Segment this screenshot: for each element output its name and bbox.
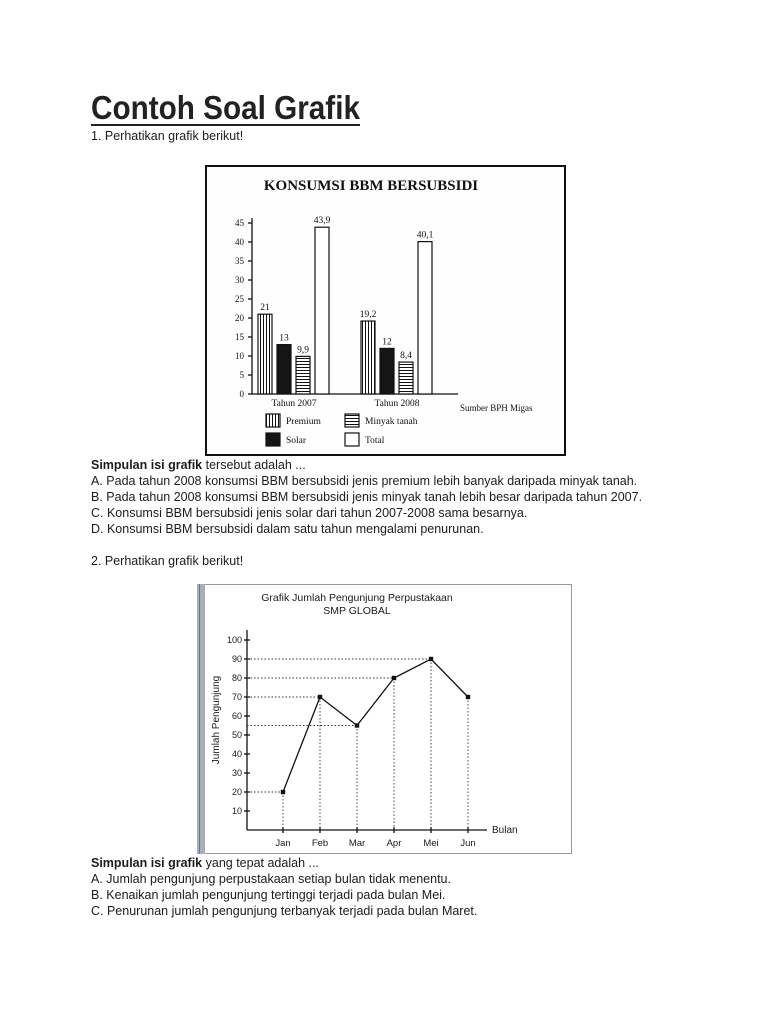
chart1-bar-minyak-tanah-tahun-2007 <box>296 356 310 394</box>
chart2-point-jan <box>281 790 285 794</box>
chart1-legend-swatch-total <box>345 433 359 446</box>
chart2-point-mar <box>355 723 359 727</box>
chart1-bar-total-tahun-2008 <box>418 242 432 394</box>
chart1-y-tick-label: 20 <box>235 313 244 323</box>
chart1-data-label: 21 <box>260 303 270 314</box>
chart1-y-tick-label: 15 <box>235 332 244 342</box>
chart1-data-label: 8,4 <box>400 351 412 362</box>
chart1-y-tick-label: 30 <box>235 275 244 285</box>
chart2-y-tick-label: 70 <box>231 692 242 703</box>
chart2-point-mei <box>429 657 433 661</box>
chart2-point-apr <box>392 676 396 680</box>
chart2-frame <box>198 585 572 854</box>
chart1-legend-swatch-premium <box>266 414 280 427</box>
chart2-x-tick-label: Apr <box>386 838 402 849</box>
chart1-legend-label: Solar <box>286 436 307 446</box>
question-2-stem-text: yang tepat adalah ... <box>205 856 319 870</box>
question-1-prompt: 1. Perhatikan grafik berikut! <box>91 129 244 143</box>
chart1-legend-label: Premium <box>286 417 321 427</box>
question-2-body <box>91 855 477 919</box>
chart1-data-label: 43,9 <box>313 216 331 227</box>
question-1-option-d: D. Konsumsi BBM bersubsidi dalam satu tahun mengalami penurunan. <box>91 522 484 536</box>
chart1-bar-total-tahun-2007 <box>315 227 329 394</box>
chart2-y-tick-label: 20 <box>231 787 242 798</box>
chart2-y-tick-label: 90 <box>231 654 242 665</box>
chart2-y-axis-label: Jumlah Pengunjung <box>211 675 222 765</box>
chart2-title: Grafik Jumlah Pengunjung Perpustakaan <box>261 592 453 604</box>
question-1-stem-bold: Simpulan isi grafik <box>91 458 203 472</box>
chart1-y-tick-label: 0 <box>239 389 244 399</box>
chart1-y-tick-label: 35 <box>235 256 244 266</box>
chart2-y-tick-label: 10 <box>231 806 242 817</box>
chart1-y-tick-label: 25 <box>235 294 244 304</box>
chart2-y-tick-label: 60 <box>231 711 242 722</box>
chart2-x-tick-label: Jan <box>275 838 291 849</box>
chart1-bar-premium-tahun-2008 <box>361 321 375 394</box>
chart1-data-label: 19,2 <box>359 310 377 321</box>
question-1-body <box>91 457 642 537</box>
chart1-title: KONSUMSI BBM BERSUBSIDI <box>263 178 479 194</box>
chart1-y-tick-label: 45 <box>235 218 244 228</box>
question-1-option-b: B. Pada tahun 2008 konsumsi BBM bersubsidi jenis minyak tanah lebih besar daripada tahun 2007. <box>91 490 643 504</box>
chart1-bar-solar-tahun-2007 <box>277 345 291 394</box>
chart1-data-label: 40,1 <box>416 230 434 241</box>
chart1-legend-swatch-solar <box>266 433 280 446</box>
chart1-legend-label: Total <box>365 436 385 446</box>
question-2-stem-bold: Simpulan isi grafik <box>91 856 203 870</box>
question-2-stem <box>91 855 477 871</box>
chart1-category-label: Tahun 2008 <box>374 399 420 409</box>
chart2-x-tick-label: Feb <box>311 838 329 849</box>
chart2-y-tick-label: 50 <box>231 730 242 741</box>
chart1-bar-solar-tahun-2008 <box>380 348 394 394</box>
chart1-bar-premium-tahun-2007 <box>258 314 272 394</box>
chart2-x-tick-label: Jun <box>460 838 476 849</box>
chart2-x-tick-label: Mar <box>348 838 366 849</box>
chart2-y-tick-label: 100 <box>226 635 242 646</box>
chart1-data-label: 13 <box>279 333 289 344</box>
question-1-stem-text: tersebut adalah ... <box>205 458 306 472</box>
chart-2-library-visitors <box>197 584 572 854</box>
page-title: Contoh Soal Grafik <box>91 89 360 126</box>
question-1-option-a: A. Pada tahun 2008 konsumsi BBM bersubsidi jenis premium lebih banyak daripada minyak tanah. <box>91 474 638 488</box>
question-1-stem <box>91 457 642 473</box>
chart2-y-tick-label: 80 <box>231 673 242 684</box>
chart1-bar-minyak-tanah-tahun-2008 <box>399 362 413 394</box>
chart1-category-label: Tahun 2007 <box>271 399 317 409</box>
chart2-y-tick-label: 40 <box>231 749 242 760</box>
chart1-y-tick-label: 40 <box>235 237 244 247</box>
chart2-x-axis-label: Bulan <box>492 825 518 836</box>
chart2-x-tick-label: Mei <box>423 838 439 849</box>
chart2-frame-edge <box>197 584 205 854</box>
chart1-source: Sumber BPH Migas <box>460 403 533 413</box>
question-2-prompt: 2. Perhatikan grafik berikut! <box>91 554 244 568</box>
chart1-y-tick-label: 10 <box>235 351 244 361</box>
chart1-data-label: 9,9 <box>297 345 309 356</box>
question-2-option-a: A. Jumlah pengunjung perpustakaan setiap bulan tidak menentu. <box>91 872 451 886</box>
chart1-legend-label: Minyak tanah <box>365 417 418 427</box>
question-2-option-c: C. Penurunan jumlah pengunjung terbanyak terjadi pada bulan Maret. <box>91 904 478 918</box>
chart2-subtitle: SMP GLOBAL <box>323 605 391 617</box>
chart-1-bbm-consumption <box>205 165 566 456</box>
chart1-y-tick-label: 5 <box>239 370 244 380</box>
chart2-point-feb <box>318 695 322 699</box>
chart2-y-tick-label: 30 <box>231 768 242 779</box>
question-2-option-b: B. Kenaikan jumlah pengunjung tertinggi terjadi pada bulan Mei. <box>91 888 446 902</box>
chart1-data-label: 12 <box>382 337 392 348</box>
question-1-option-c: C. Konsumsi BBM bersubsidi jenis solar dari tahun 2007-2008 sama besarnya. <box>91 506 528 520</box>
chart1-legend-swatch-minyak-tanah <box>345 414 359 427</box>
chart2-point-jun <box>466 695 470 699</box>
